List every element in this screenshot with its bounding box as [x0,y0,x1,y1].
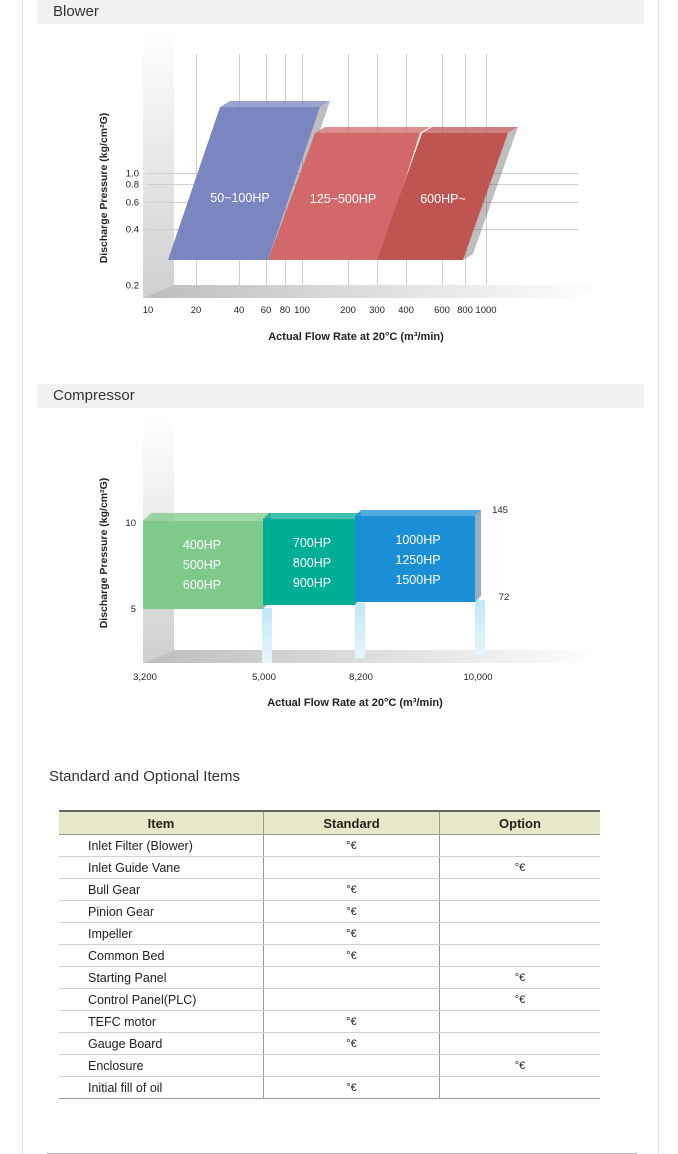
table-row [59,1077,600,1099]
option-cell: °€ [440,989,601,1011]
blower-x-tick: 80 [279,305,291,316]
blower-y-axis-label: Discharge Pressure (kg/cm²G) [98,112,110,264]
compressor-blocks [143,510,485,663]
blower-x-axis-label: Actual Flow Rate at 20°C (m³/min) [268,331,444,343]
compressor-x-tick: 3,200 [133,672,157,683]
item-cell: Starting Panel [59,967,264,989]
blower-x-tick: 1000 [475,305,497,316]
option-cell [440,879,601,901]
standard-cell: °€ [264,923,440,945]
blower-band-label: 125~500HP [309,192,377,206]
compressor-block-label: 500HP [182,558,222,572]
compressor-block-label: 1250HP [395,553,441,567]
blower-y-tick: 0.6 [125,197,139,209]
standard-cell: °€ [264,835,440,857]
blower-x-tick: 300 [369,305,385,316]
item-cell: Gauge Board [59,1033,264,1055]
items-table-header [59,811,600,835]
blower-y-tick: 0.2 [125,280,139,292]
compressor-y-tick: 10 [125,518,136,529]
blower-x-tick: 200 [340,305,356,316]
items-table [59,810,600,1099]
table-row [59,923,600,945]
option-cell [440,945,601,967]
option-cell: °€ [440,967,601,989]
option-cell [440,1033,601,1055]
table-row [59,1033,600,1055]
option-cell [440,901,601,923]
option-cell [440,923,601,945]
blower-y-ticks [126,169,139,292]
item-cell: Common Bed [59,945,264,967]
section-title-compressor: Compressor [37,384,644,408]
item-cell: Inlet Guide Vane [59,857,264,879]
blower-band-top [220,101,330,107]
header-standard: Standard [264,811,440,835]
compressor-block-label: 900HP [292,576,332,590]
compressor-x-tick: 5,000 [252,672,276,683]
compressor-block-label: 1500HP [395,573,441,587]
standard-cell [264,1055,440,1077]
item-cell: Control Panel(PLC) [59,989,264,1011]
blower-x-tick: 10 [142,305,154,316]
compressor-y-tick: 5 [130,604,136,615]
table-row [59,901,600,923]
compressor-right-tick: 145 [492,505,508,516]
blower-band-top [315,127,430,133]
blower-x-ticks [143,305,497,316]
blower-chart [0,24,678,354]
blower-x-tick: 40 [233,305,245,316]
compressor-block-label: 400HP [182,538,222,552]
blower-y-tick: 1.0 [125,168,139,180]
blower-x-tick: 60 [260,305,272,316]
header-option: Option [440,811,601,835]
table-row [59,857,600,879]
standard-cell: °€ [264,879,440,901]
option-cell: °€ [440,857,601,879]
item-cell: Pinion Gear [59,901,264,923]
standard-cell [264,989,440,1011]
section-title-blower: Blower [37,0,644,24]
standard-cell: °€ [264,1033,440,1055]
table-row [59,945,600,967]
blower-x-tick: 400 [398,305,414,316]
table-row [59,989,600,1011]
standard-cell: °€ [264,945,440,967]
blower-y-tick: 0.4 [125,224,139,236]
header-item: Item [59,811,264,835]
compressor-block-side [475,510,481,602]
blower-band-label: 50~100HP [210,191,270,205]
blower-band-top [422,127,518,133]
option-cell: °€ [440,1055,601,1077]
blower-x-tick: 20 [190,305,202,316]
standard-cell: °€ [264,1011,440,1033]
blower-floor [143,285,605,298]
compressor-block-top [355,510,481,516]
blower-band-label: 600HP~ [420,192,466,206]
blower-x-tick: 100 [294,305,310,316]
compressor-block-label: 1000HP [395,533,441,547]
compressor-x-tick: 8,200 [349,672,373,683]
standard-cell: °€ [264,901,440,923]
table-row [59,1055,600,1077]
compressor-block-label: 600HP [182,578,222,592]
standard-cell: °€ [264,1077,440,1099]
table-row [59,835,600,857]
item-cell: Impeller [59,923,264,945]
table-row [59,967,600,989]
standard-cell [264,967,440,989]
items-table-body [59,835,600,1099]
item-cell: TEFC motor [59,1011,264,1033]
compressor-post [355,603,365,658]
option-cell [440,1011,601,1033]
compressor-right-tick: 72 [498,592,510,603]
item-cell: Inlet Filter (Blower) [59,835,264,857]
blower-x-tick: 800 [457,305,473,316]
item-cell: Bull Gear [59,879,264,901]
item-cell: Initial fill of oil [59,1077,264,1099]
compressor-chart [0,410,678,720]
blower-y-tick: 0.8 [125,179,139,191]
compressor-block-top [143,513,271,521]
option-cell [440,835,601,857]
standard-cell [264,857,440,879]
table-row [59,879,600,901]
compressor-block-label: 700HP [292,536,332,550]
compressor-floor [143,650,605,663]
compressor-post [475,600,485,655]
item-cell: Enclosure [59,1055,264,1077]
items-section-title: Standard and Optional Items [49,768,240,785]
compressor-post [262,608,272,663]
option-cell [440,1077,601,1099]
compressor-block-label: 800HP [292,556,332,570]
compressor-block-top [263,513,361,519]
table-row [59,1011,600,1033]
compressor-y-axis-label: Discharge Pressure (kg/cm²G) [98,477,110,629]
compressor-x-tick: 10,000 [463,672,493,683]
blower-x-tick: 600 [434,305,450,316]
compressor-x-axis-label: Actual Flow Rate at 20°C (m³/min) [267,697,443,709]
